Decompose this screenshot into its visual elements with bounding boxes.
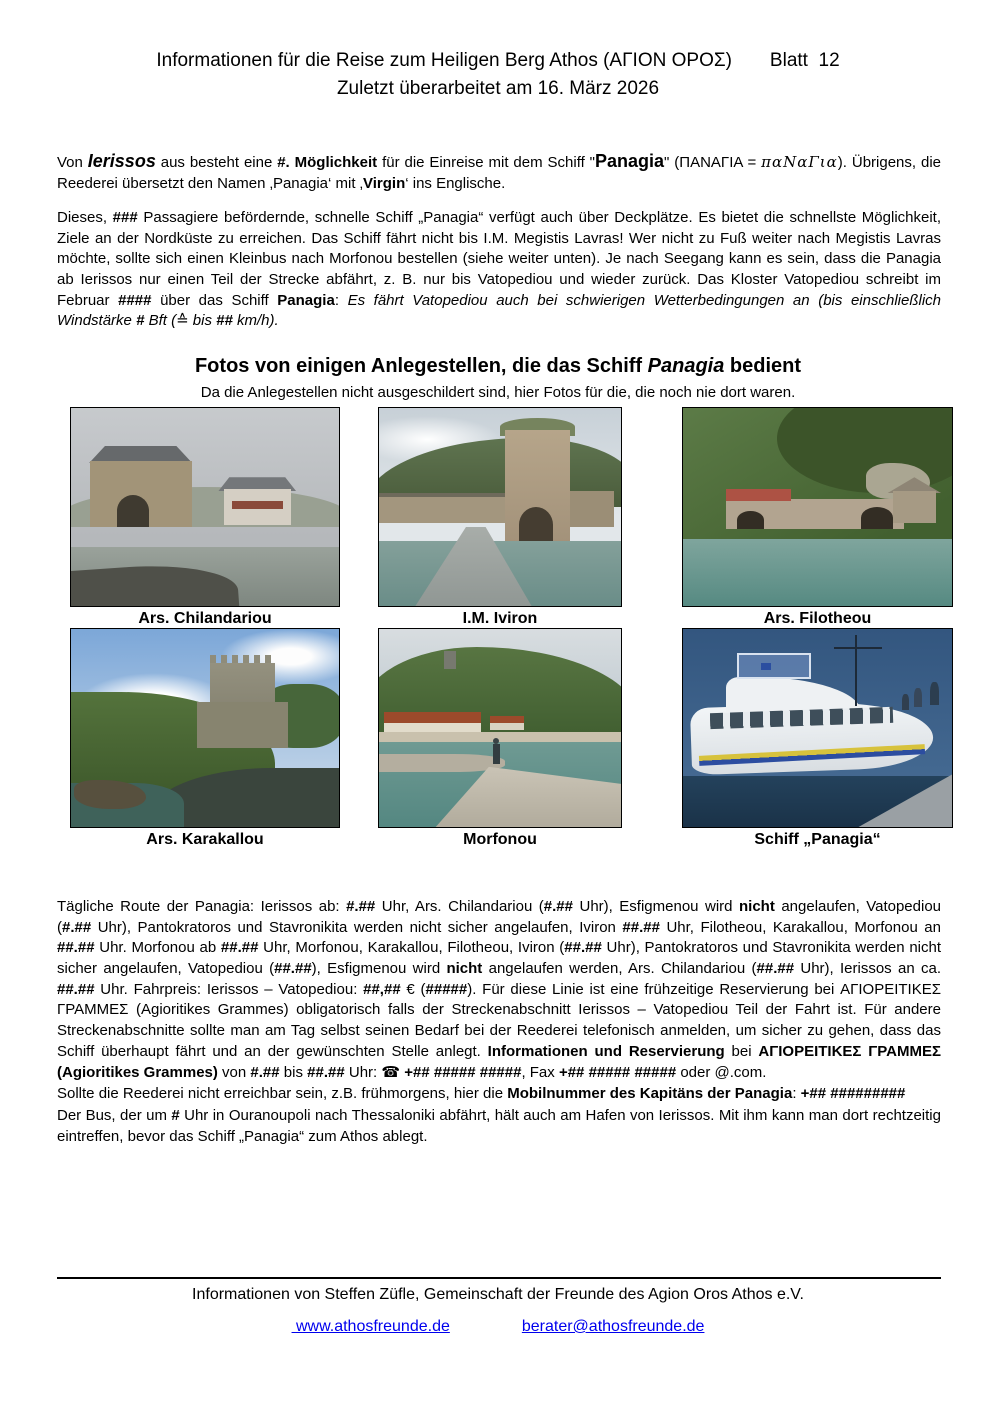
- photo-cell: [378, 407, 622, 628]
- text-run: ), Esfigmenou wird: [311, 960, 447, 978]
- text-run: bedient: [724, 355, 802, 377]
- text-run: ###: [112, 209, 138, 226]
- text-run: #.##: [346, 898, 376, 915]
- text-run: ‘ ins Englische.: [405, 174, 506, 192]
- footer-info: Informationen von Steffen Züfle, Gemeinschaft der Freunde des Agion Oros Athos e.V.: [192, 1286, 804, 1303]
- flag: [761, 663, 771, 670]
- text-run: Passagiere befördernde, schnelle Schiff „Panagia“ verfügt auch über Deckplätze. Es bietet die schnellste Möglichkeit, Ziele an der Nordküste zu erreichen. Das Schiff fährt nicht bis I.M. Megistis Lavras! Wer nicht zu Fuß weiter nach Megistis Lavras möchte, sollte sich einen Kleinbus nach Morfonou bestellen (siehe weiter unten). Je nach Seegang kann es sein, dass die Panagia ab Ierissos nur einen Teil der Strecke abfährt, z. B. nur bis Vatopediou und wieder zurück. Das Kloster Vatopediou schreibt im Februar: [57, 209, 941, 309]
- passenger: [914, 688, 922, 707]
- text-run: ##.##: [564, 939, 602, 957]
- small-red-roof-building: [490, 716, 524, 730]
- photo-cell: [682, 628, 953, 849]
- balcony: [232, 501, 283, 509]
- right-building: [893, 491, 936, 523]
- text-run: bis: [279, 1063, 308, 1081]
- text-run: Der Bus, der um: [57, 1106, 172, 1124]
- text-run: von: [217, 1063, 251, 1081]
- text-run: ##.##: [756, 960, 795, 978]
- text-run: #####: [425, 980, 468, 998]
- text-run: ##.##: [274, 960, 312, 978]
- text-run: Mobilnummer des Kapitäns der Panagia: [507, 1085, 793, 1103]
- photo-caption: Morfonou: [463, 831, 537, 848]
- text-run: Uhr), Pantokratoros und Stavronikita werden nicht sicher angelaufen, Vatopediou (: [57, 939, 942, 978]
- text-run: Panagia: [595, 151, 665, 171]
- text-run: #.##: [543, 898, 573, 915]
- phone-icon: ☎: [381, 1063, 405, 1081]
- text-run: ##,##: [363, 980, 401, 998]
- text-run: ##.##: [57, 980, 95, 998]
- text-run: Dieses,: [57, 209, 113, 226]
- page-title: Informationen für die Reise zum Heiligen Berg Athos (ΑΓΙΟΝ ΟΡΟΣ): [156, 50, 732, 71]
- intro-paragraph: [57, 149, 941, 195]
- text-run: παΝαΓια: [761, 153, 838, 171]
- header-line1: [0, 47, 996, 75]
- sea: [683, 539, 952, 606]
- text-run: #: [171, 1106, 180, 1124]
- email-link[interactable]: berater@athosfreunde.de: [521, 1318, 705, 1335]
- text-run: #. Möglichkeit: [277, 154, 378, 171]
- photo-caption: Ars. Filotheou: [763, 610, 872, 627]
- text-run: ##.##: [57, 939, 95, 957]
- text-run: Es fährt Vatopediou auch bei schwierigen Wetterbedingungen an (bis einschließlich Windstärke: [57, 291, 941, 330]
- text-run: bei: [724, 1042, 759, 1060]
- text-run: #: [136, 312, 145, 330]
- text-run: :: [792, 1085, 801, 1103]
- text-run: über das Schiff: [151, 291, 278, 309]
- text-run: oder @.com.: [676, 1063, 767, 1081]
- text-run: Uhr, Filotheou, Karakallou, Morfonou an: [659, 918, 941, 936]
- boathouse-arch: [737, 511, 764, 529]
- website-link[interactable]: www.athosfreunde.de: [291, 1318, 450, 1335]
- mast: [855, 635, 857, 706]
- text-run: +## #########: [800, 1085, 906, 1103]
- captain-paragraph: [57, 1084, 941, 1105]
- text-run: ##: [216, 312, 233, 330]
- sheet-number: Blatt 12: [769, 50, 840, 71]
- photo-cell: [682, 407, 953, 628]
- photo-caption: Ars. Chilandariou: [138, 610, 272, 627]
- photo-caption: Ars. Karakallou: [146, 831, 264, 848]
- text-run: Panagia: [277, 291, 335, 309]
- text-run: #.##: [62, 918, 92, 936]
- photo-row-1: [70, 407, 953, 628]
- text-run: Uhr. Morfonou ab: [94, 939, 221, 957]
- text-run: aus besteht eine: [155, 154, 278, 171]
- ship-info-paragraph: [57, 208, 941, 332]
- standing-person: [493, 744, 500, 764]
- page-header: [0, 47, 996, 103]
- photo-caption: I.M. Iviron: [462, 610, 538, 627]
- text-run: km/h).: [232, 312, 279, 330]
- text-run: Bft (≙ bis: [144, 312, 217, 330]
- text-run: Ierissos: [87, 151, 156, 171]
- text-run: Uhr. Fahrpreis: Ierissos – Vatopediou:: [94, 980, 364, 998]
- monastery-buildings: [379, 497, 519, 523]
- text-run: #.##: [250, 1063, 280, 1081]
- route-paragraph: [57, 897, 941, 1083]
- text-run: +## ##### #####: [404, 1063, 522, 1081]
- text-run: ####: [118, 291, 152, 309]
- photo-cell: [378, 628, 622, 849]
- text-run: Uhr in Ouranoupoli nach Thessaloniki abfährt, hält auch am Hafen von Ierissos. Mit ihm kann man dort rechtzeitig eintreffen, bevor das Schiff „Panagia“ zum Athos ablegt.: [57, 1106, 941, 1145]
- gate-arch: [519, 507, 553, 543]
- text-run: Sollte die Reederei nicht erreichbar sein, z.B. frühmorgens, hier die: [57, 1085, 508, 1103]
- text-run: ##.##: [307, 1063, 345, 1081]
- text-run: " (ΠΑΝΑΓΙΑ =: [664, 154, 762, 171]
- text-run: nicht: [446, 960, 483, 978]
- passenger: [902, 694, 909, 710]
- passenger: [930, 682, 939, 705]
- text-run: nicht: [739, 898, 775, 915]
- text-run: Uhr:: [344, 1063, 382, 1081]
- stone-jetty: [379, 754, 505, 772]
- photo-ars-karakallou: [70, 628, 340, 828]
- text-run: angelaufen, Vatopediou (: [57, 898, 942, 936]
- text-run: , Fax: [521, 1063, 559, 1081]
- photo-cell: [70, 407, 340, 628]
- text-run: ). Übrigens, die Reederei übersetzt den Namen ‚Panagia‘ mit ‚: [57, 154, 941, 192]
- text-run: Uhr), Ierissos an ca.: [794, 960, 941, 978]
- text-run: ΑΓΙΟΡΕΙΤΙΚΕΣ ΓΡΑΜΜΕΣ (Agioritikes Grammes): [57, 1042, 941, 1081]
- photo-morfonou: [378, 628, 622, 828]
- photo-ars-chilandariou: [70, 407, 340, 607]
- castle-lower-tier: [197, 702, 288, 748]
- text-run: Virgin: [363, 174, 406, 192]
- deck-canopy: [737, 653, 811, 679]
- text-run: angelaufen werden, Ars. Chilandariou (: [482, 960, 757, 978]
- text-run: Panagia: [647, 355, 725, 377]
- text-run: € (: [400, 980, 426, 998]
- text-run: Fotos von einigen Anlegestellen, die das Schiff: [194, 355, 648, 377]
- revision-date: Zuletzt überarbeitet am 16. März 2026: [336, 78, 660, 99]
- text-run: ). Für diese Linie ist eine frühzeitige Reservierung bei ΑΓΙΟΡΕΙΤΙΚΕΣ ΓΡΑΜΜΕΣ (Agioritikes Grammes) obligatorisch falls der Streckenabschnitt Ierissos – Vatopediou Teil der Fahrt ist. Für andere Streckenabschnitte sollte man am Tag selbst seinen Bedarf bei der Reederei telefonisch anmelden, um sicher zu gehen, dass das Schiff überhaupt fährt und an der gewünschten Stelle anlegt.: [57, 980, 941, 1060]
- text-run: Uhr, Ars. Chilandariou (: [375, 898, 544, 915]
- text-run: Informationen und Reservierung: [487, 1042, 725, 1060]
- building-arch: [117, 495, 149, 527]
- text-run: Uhr, Morfonou, Karakallou, Filotheou, Iviron (: [258, 939, 565, 957]
- text-run: Tägliche Route der Panagia: Ierissos ab:: [57, 898, 347, 915]
- text-run: +## ##### #####: [558, 1063, 677, 1081]
- lower-text-block: [57, 897, 941, 1148]
- text-run: ##.##: [220, 939, 259, 957]
- text-run: ##.##: [622, 918, 660, 936]
- footer-divider: [57, 1277, 941, 1279]
- text-run: Von: [57, 154, 88, 171]
- photos-section-subtitle: Da die Anlegestellen nicht ausgeschildert sind, hier Fotos für die, die noch nie dort waren.: [200, 384, 796, 401]
- photo-caption: Schiff „Panagia“: [754, 831, 881, 848]
- photo-cell: [70, 628, 340, 849]
- photo-grid: [70, 407, 953, 849]
- photo-row-2: [70, 628, 953, 849]
- red-roof-building: [384, 712, 481, 732]
- text-run: Uhr), Esfigmenou wird: [573, 898, 739, 915]
- text-run: Uhr), Pantokratoros und Stavronikita werden nicht sicher angelaufen, Iviron: [91, 918, 623, 936]
- mast-spar: [834, 647, 882, 649]
- text-run: :: [334, 291, 348, 309]
- photo-schiff-panagia: [682, 628, 953, 828]
- photos-section-heading: [0, 355, 996, 378]
- side-building: [570, 491, 614, 527]
- footer-links: [0, 1318, 996, 1336]
- boathouse-arch: [861, 507, 893, 529]
- red-roof: [726, 489, 791, 501]
- photo-ars-filotheou: [682, 407, 953, 607]
- hill-tower: [444, 651, 456, 669]
- photo-im-iviron: [378, 407, 622, 607]
- bus-paragraph: [57, 1106, 941, 1147]
- text-run: für die Einreise mit dem Schiff ": [377, 154, 595, 171]
